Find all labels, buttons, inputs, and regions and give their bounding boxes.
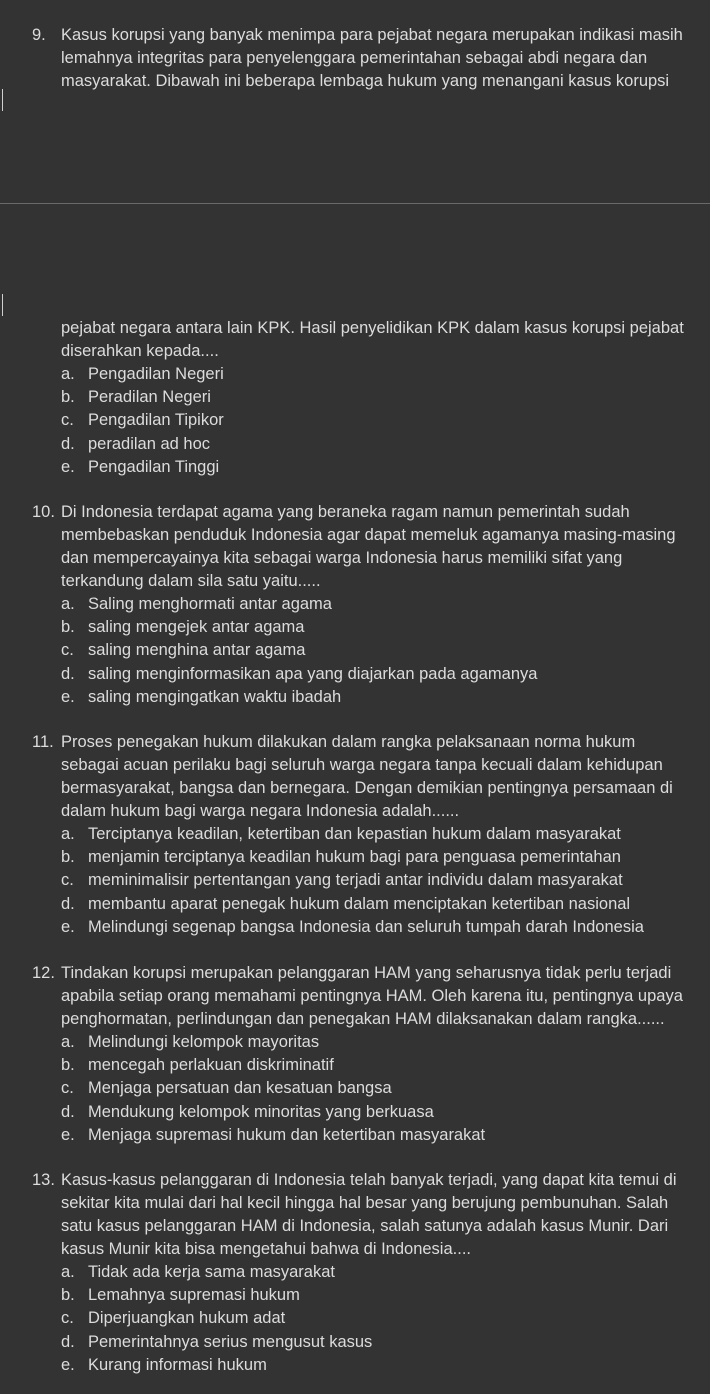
option-e[interactable]: e. Melindungi segenap bangsa Indonesia dan seluruh tumpah darah Indonesia — [61, 917, 644, 936]
option-a[interactable]: a. Pengadilan Negeri — [61, 365, 224, 383]
question-line: 13. Kasus-kasus pelanggaran di Indonesia telah banyak terjadi, yang dapat kita temui di — [0, 1169, 710, 1192]
question-number: 12. — [32, 964, 55, 982]
page-divider — [0, 203, 710, 204]
option-d[interactable]: d. Pemerintahnya serius mengusut kasus — [61, 1332, 373, 1351]
question-line: terkandung dalam sila satu yaitu..... — [61, 572, 321, 590]
option-d[interactable]: d. saling menginformasikan apa yang diajarkan pada agamanya — [61, 664, 538, 683]
option-e[interactable]: e. Menjaga supremasi hukum dan ketertiban masyarakat — [61, 1125, 486, 1144]
question-line: dan mempercayainya kita sebagai warga Indonesia harus memiliki sifat yang — [61, 549, 623, 567]
question-line: diserahkan kepada.... — [61, 342, 219, 360]
option-c[interactable]: c. saling menghina antar agama — [61, 641, 306, 660]
option-a[interactable]: a. Saling menghormati antar agama — [61, 595, 332, 613]
option-b[interactable]: b. saling mengejek antar agama — [61, 618, 305, 637]
question-line: apabila setiap orang memahami pentingnya HAM. Oleh karena itu, pentingnya upaya — [61, 987, 683, 1005]
question-line: sekitar kita mulai dari hal kecil hingga hal besar yang berujung pembunuhan. Salah — [61, 1194, 669, 1212]
question-line: membebaskan penduduk Indonesia agar dapat memeluk agamanya masing-masing — [61, 526, 676, 544]
question-line: lemahnya integritas para penyelenggara pemerintahan sebagai abdi negara dan — [61, 49, 648, 67]
question-9-options — [0, 363, 710, 479]
option-d[interactable]: d. membantu aparat penegak hukum dalam menciptakan ketertiban nasional — [61, 894, 631, 913]
option-c[interactable]: c. Diperjuangkan hukum adat — [61, 1309, 286, 1328]
question-line: 11. Proses penegakan hukum dilakukan dalam rangka pelaksanaan norma hukum — [0, 731, 710, 754]
option-a[interactable]: a. Terciptanya keadilan, ketertiban dan kepastian hukum dalam masyarakat — [61, 825, 621, 843]
question-line: satu kasus pelanggaran HAM di Indonesia, salah satunya adalah kasus Munir. Dari — [61, 1217, 669, 1235]
question-10 — [0, 501, 710, 709]
question-line: sebagai acuan perilaku bagi seluruh warga negara tanpa kecuali dalam kehidupan — [61, 756, 663, 774]
option-e[interactable]: e. saling mengingatkan waktu ibadah — [61, 687, 342, 706]
option-e[interactable]: e. Kurang informasi hukum — [61, 1355, 267, 1374]
question-line: pejabat negara antara lain KPK. Hasil penyelidikan KPK dalam kasus korupsi pejabat — [61, 319, 684, 337]
question-line: masyarakat. Dibawah ini beberapa lembaga hukum yang menangani kasus korupsi — [61, 72, 670, 90]
option-d[interactable]: d. peradilan ad hoc — [61, 434, 211, 453]
question-9-stem-top — [0, 24, 710, 93]
option-b[interactable]: b. Lemahnya supremasi hukum — [61, 1286, 300, 1305]
text-cursor-marker — [2, 294, 3, 316]
question-11 — [0, 731, 710, 939]
question-9-stem-bottom — [0, 317, 710, 363]
option-a[interactable]: a. Tidak ada kerja sama masyarakat — [61, 1263, 335, 1281]
option-a[interactable]: a. Melindungi kelompok mayoritas — [61, 1033, 320, 1051]
option-d[interactable]: d. Mendukung kelompok minoritas yang berkuasa — [61, 1102, 434, 1121]
question-number: 11. — [32, 733, 54, 751]
option-b[interactable]: b. Peradilan Negeri — [61, 388, 211, 407]
question-line: bermasyarakat, bangsa dan bernegara. Dengan demikian pentingnya persamaan di — [61, 779, 673, 797]
option-c[interactable]: c. Pengadilan Tipikor — [61, 411, 224, 430]
text-cursor-marker — [2, 89, 3, 111]
question-12 — [0, 962, 710, 1147]
option-c[interactable]: c. meminimalisir pertentangan yang terjadi antar individu dalam masyarakat — [61, 871, 623, 890]
question-13 — [0, 1169, 710, 1377]
option-c[interactable]: c. Menjaga persatuan dan kesatuan bangsa — [61, 1079, 392, 1098]
option-e[interactable]: e. Pengadilan Tinggi — [61, 457, 220, 476]
question-number: 13. — [32, 1171, 55, 1189]
question-line: 12. Tindakan korupsi merupakan pelanggaran HAM yang seharusnya tidak perlu terjadi — [0, 962, 710, 985]
option-b[interactable]: b. menjamin terciptanya keadilan hukum bagi para penguasa pemerintahan — [61, 848, 621, 867]
question-number: 10. — [32, 503, 55, 521]
question-line: 10. Di Indonesia terdapat agama yang beraneka ragam namun pemerintah sudah — [0, 501, 710, 524]
question-line: 9. Kasus korupsi yang banyak menimpa para pejabat negara merupakan indikasi masih — [0, 24, 710, 47]
option-b[interactable]: b. mencegah perlakuan diskriminatif — [61, 1056, 334, 1075]
question-line: penghormatan, perlindungan dan penegakan HAM dilaksanakan dalam rangka...... — [61, 1010, 665, 1028]
question-line: kasus Munir kita bisa mengetahui bahwa di Indonesia.... — [61, 1240, 471, 1258]
question-number: 9. — [32, 26, 46, 44]
question-line: dalam hukum bagi warga negara Indonesia adalah...... — [61, 802, 460, 820]
